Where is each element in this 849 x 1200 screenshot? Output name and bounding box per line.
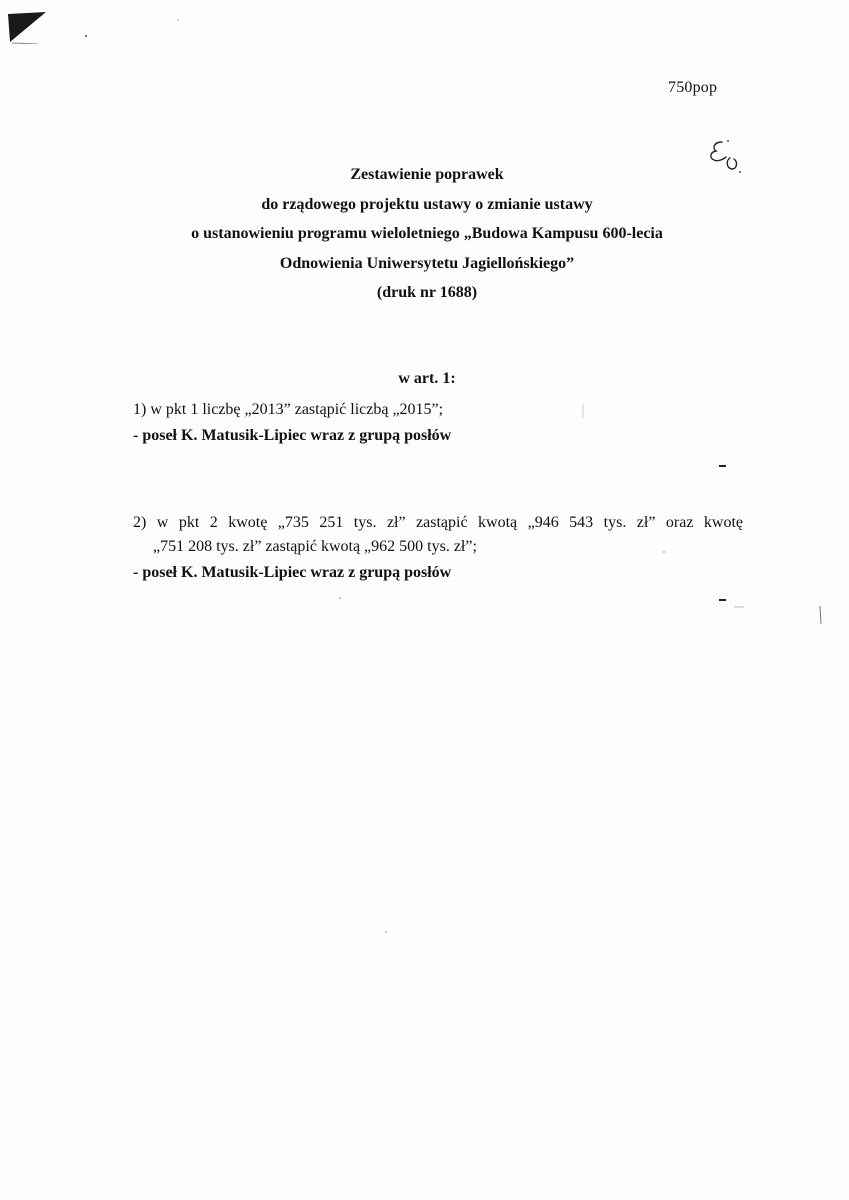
amendment-2-line-1: 2) w pkt 2 kwotę „735 251 tys. zł” zastąpić kwotą „946 543 tys. zł” oraz kwotę <box>133 514 743 531</box>
amendment-2-text <box>133 511 743 559</box>
amendment-1-sponsor: - poseł K. Matusik-Lipiec wraz z grupą posłów <box>133 427 452 444</box>
amendment-2-sponsor: - poseł K. Matusik-Lipiec wraz z grupą posłów <box>133 564 452 581</box>
scan-corner-mark <box>8 10 48 44</box>
amendment-1-text: 1) w pkt 1 liczbę „2013” zastąpić liczbą „2015”; <box>133 401 444 418</box>
title-line: Odnowienia Uniwersytetu Jagiellońskiego” <box>279 254 575 272</box>
margin-dash <box>719 465 726 467</box>
amendment-2-line-2: „751 208 tys. zł” zastąpić kwotą „962 500 tys. zł”; <box>153 538 477 555</box>
title-line: do rządowego projektu ustawy o zmianie ustawy <box>261 195 593 213</box>
section-heading: w art. 1: <box>398 370 456 387</box>
title-line: o ustanowieniu programu wieloletniego „Budowa Kampusu 600-lecia <box>191 225 663 242</box>
document-title <box>110 164 744 312</box>
margin-dash <box>719 599 726 601</box>
title-line: (druk nr 1688) <box>376 284 478 301</box>
title-line: Zestawienie poprawek <box>350 166 504 183</box>
document-reference: 750pop <box>668 79 718 96</box>
